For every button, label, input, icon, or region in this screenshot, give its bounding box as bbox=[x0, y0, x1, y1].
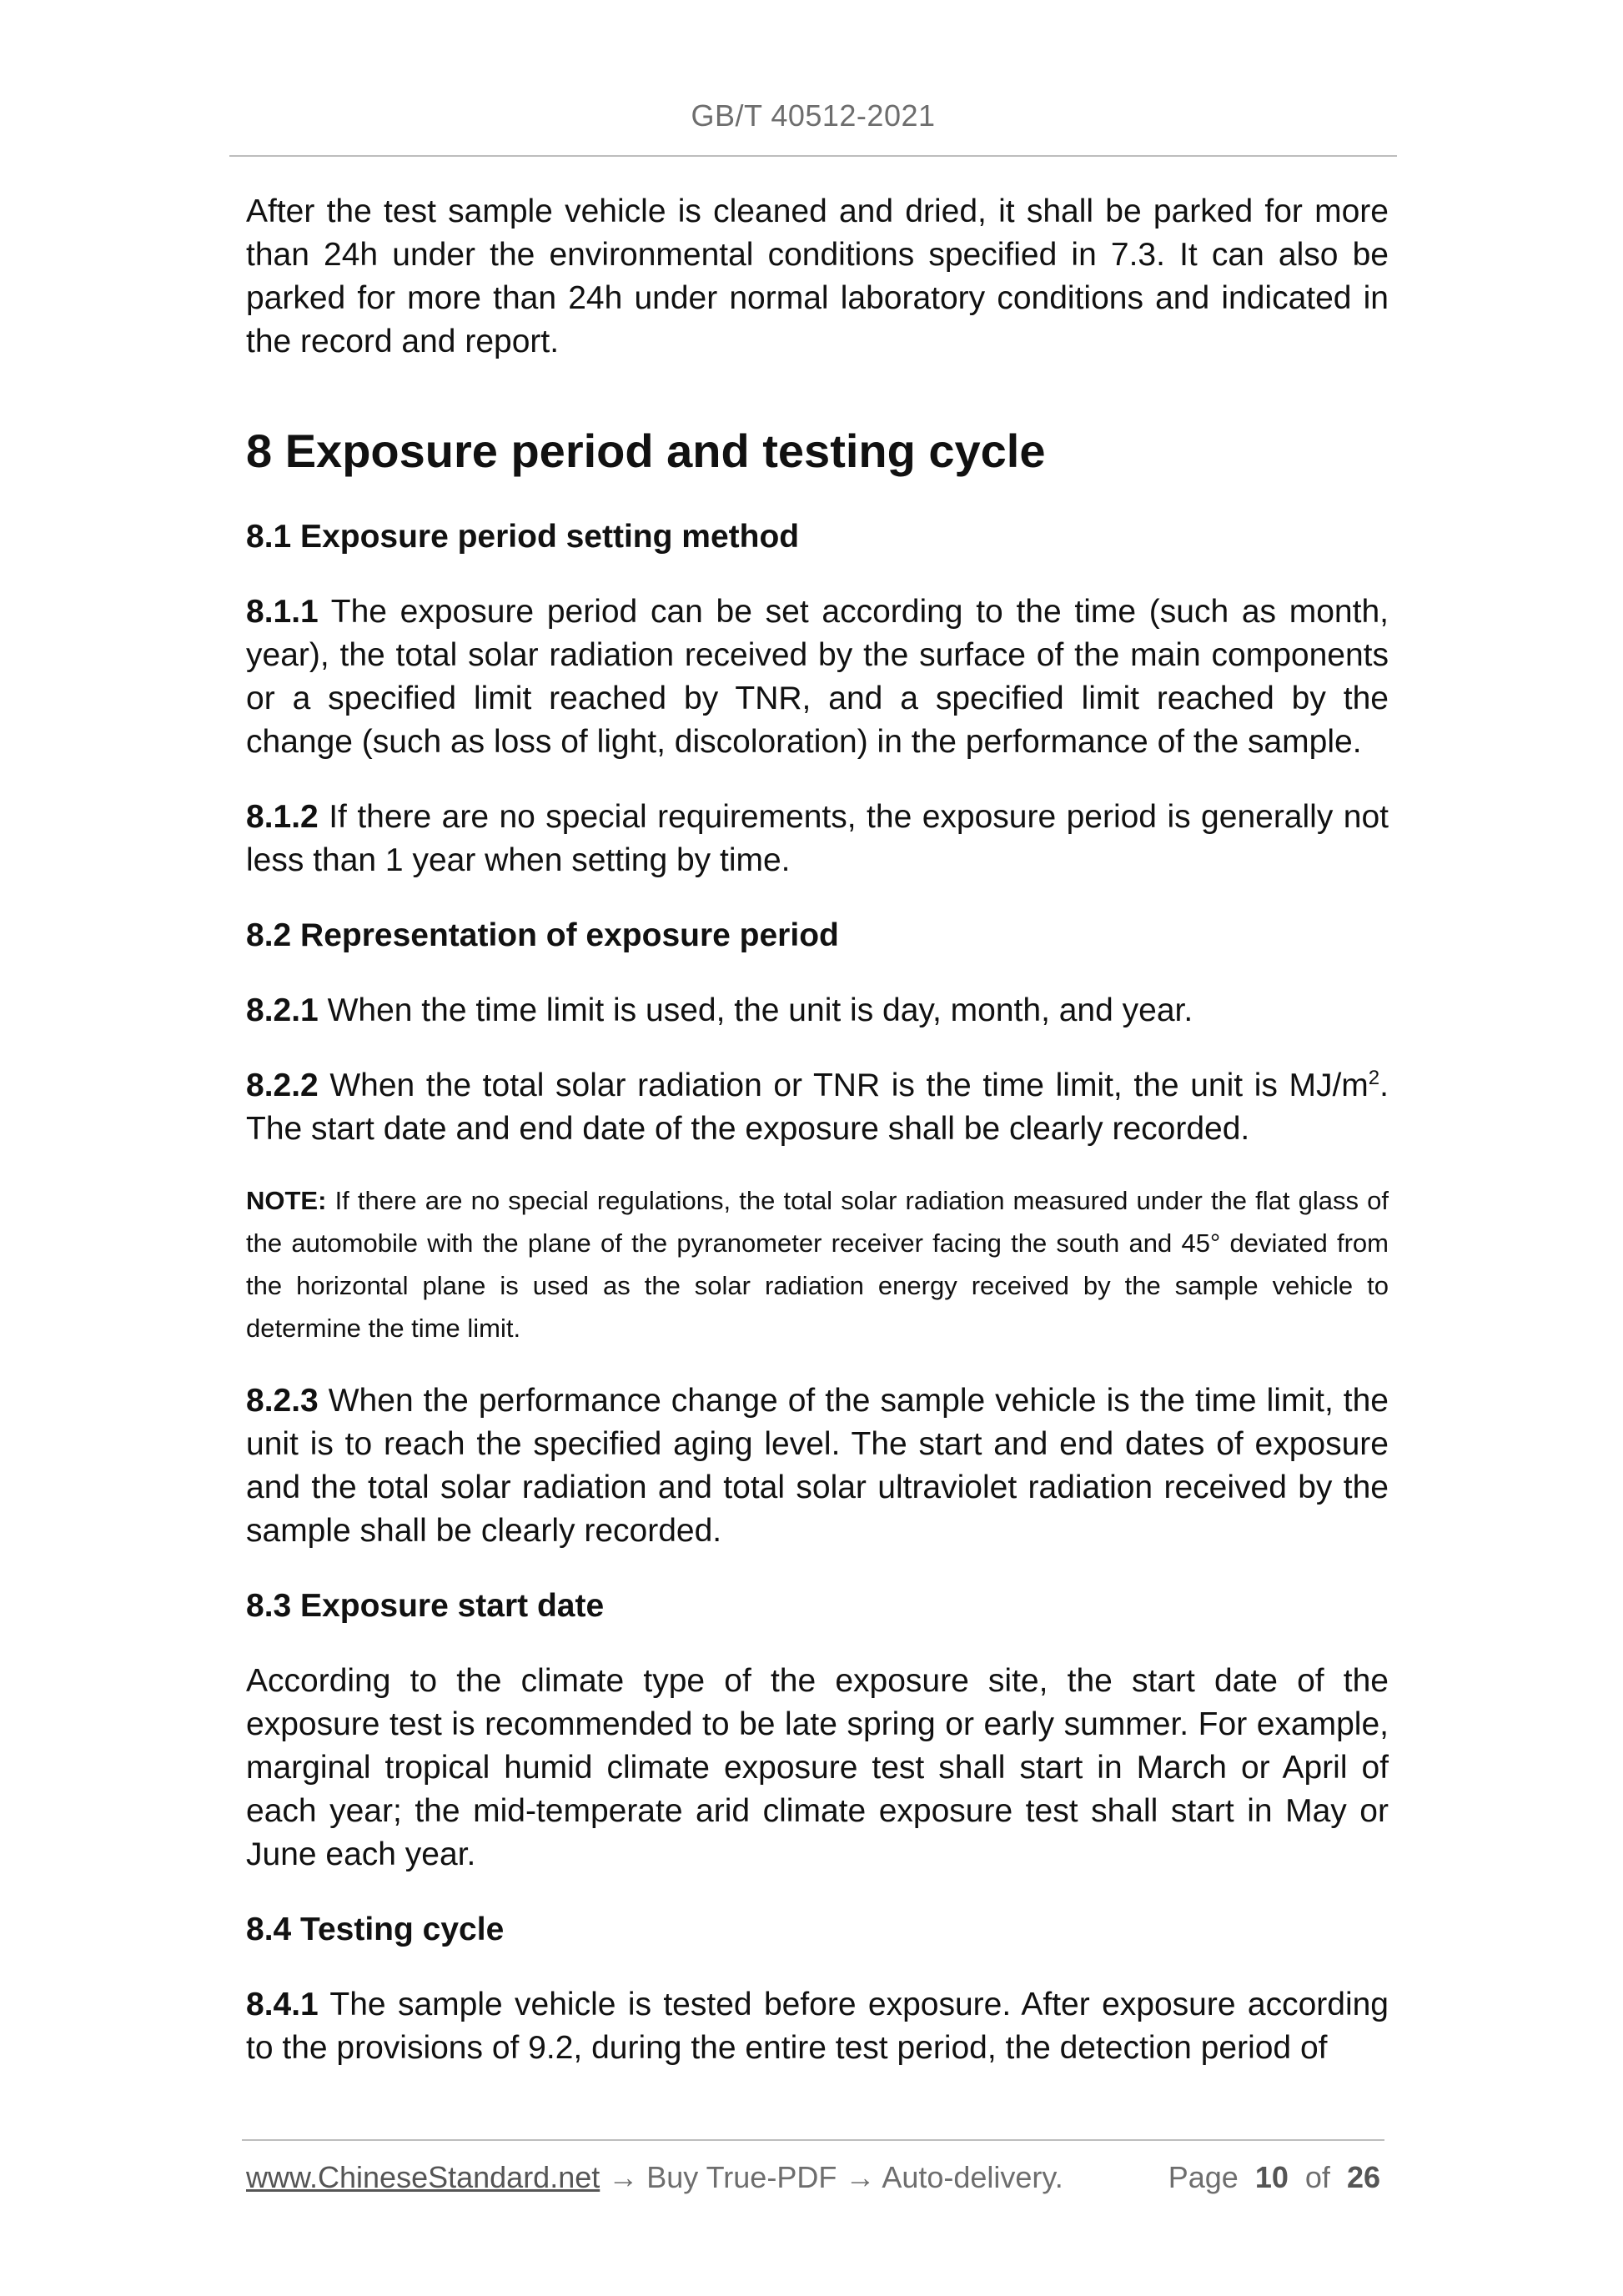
subsection-8-3-heading: 8.3 Exposure start date bbox=[246, 1588, 605, 1624]
clause-text: The exposure period can be set according to the time (such as month, year), the total solar radiation received by the surface of the main components or a specified limit reached by TNR, and a specified limit reached by the change (such as loss of light, discoloration) in the performance of the sample. bbox=[246, 594, 1389, 760]
page-label: Page bbox=[1168, 2160, 1239, 2194]
clause-text-cont: . The start date and end date of the exposure shall be clearly recorded. bbox=[246, 1068, 1389, 1147]
paragraph-8-3: According to the climate type of the exposure site, the start date of the exposure test is recommended to be late spring or early summer. For example, marginal tropical humid climate exposure test shall start in March or April of each year; the mid-temperate arid climate exposure test shall start in May or June each year. bbox=[246, 1663, 1389, 1872]
subsection-8-1-heading: 8.1 Exposure period setting method bbox=[246, 519, 800, 555]
clause-8-1-1 bbox=[246, 590, 1389, 764]
clause-text: When the performance change of the sample vehicle is the time limit, the unit is to reach the specified aging level. The start and end dates of exposure and the total solar radiation and total solar ultraviolet radiation received by the sample shall be clearly recorded. bbox=[246, 1383, 1389, 1549]
footer-tagline: → Buy True-PDF → Auto-delivery. bbox=[600, 2160, 1063, 2194]
clause-8-2-2 bbox=[246, 1064, 1389, 1151]
page-counter bbox=[1168, 2160, 1380, 2195]
clause-8-4-1 bbox=[246, 1983, 1389, 2070]
page-total: 26 bbox=[1346, 2160, 1380, 2194]
note-paragraph bbox=[246, 1179, 1389, 1349]
clause-number: 8.4.1 bbox=[246, 1987, 319, 2022]
clause-text: When the total solar radiation or TNR is the time limit, the unit is MJ/m bbox=[318, 1068, 1369, 1103]
clause-number: 8.2.2 bbox=[246, 1068, 319, 1103]
header-doc-id: GB/T 40512-2021 bbox=[691, 98, 936, 133]
clause-text: If there are no special requirements, the exposure period is generally not less than 1 year when setting by time. bbox=[246, 799, 1389, 878]
page-number: 10 bbox=[1254, 2160, 1289, 2194]
footer-divider bbox=[242, 2139, 1384, 2141]
footer-website-link[interactable]: www.ChineseStandard.net bbox=[246, 2160, 600, 2194]
footer bbox=[246, 2160, 1380, 2195]
clause-8-1-2 bbox=[246, 796, 1389, 882]
intro-paragraph: After the test sample vehicle is cleaned and dried, it shall be parked for more than 24h under the environmental conditions specified in 7.3. It can also be parked for more than 24h under normal laboratory conditions and indicated in the record and report. bbox=[246, 193, 1389, 359]
superscript: 2 bbox=[1368, 1067, 1380, 1089]
note-text: If there are no special regulations, the total solar radiation measured under the flat glass of the automobile with the plane of the pyranometer receiver facing the south and 45° deviated from the horizontal plane is used as the solar radiation energy received by the sample vehicle to determine the time limit. bbox=[246, 1186, 1389, 1343]
clause-text: The sample vehicle is tested before exposure. After exposure according to the provisions of 9.2, during the entire test period, the detection period of bbox=[246, 1987, 1389, 2066]
clause-number: 8.1.2 bbox=[246, 799, 319, 835]
clause-text: When the time limit is used, the unit is day, month, and year. bbox=[318, 992, 1193, 1028]
clause-number: 8.2.1 bbox=[246, 992, 319, 1028]
subsection-8-2-heading: 8.2 Representation of exposure period bbox=[246, 917, 839, 953]
subsection-8-4-heading: 8.4 Testing cycle bbox=[246, 1912, 505, 1947]
clause-number: 8.1.1 bbox=[246, 594, 319, 630]
clause-8-2-1 bbox=[246, 989, 1389, 1032]
note-label: NOTE: bbox=[246, 1186, 327, 1215]
section-8-heading: 8 Exposure period and testing cycle bbox=[246, 425, 1046, 477]
of-label: of bbox=[1304, 2160, 1330, 2194]
clause-number: 8.2.3 bbox=[246, 1383, 319, 1419]
header-divider bbox=[229, 155, 1397, 157]
clause-8-2-3 bbox=[246, 1379, 1389, 1553]
page-content bbox=[246, 190, 1389, 2070]
